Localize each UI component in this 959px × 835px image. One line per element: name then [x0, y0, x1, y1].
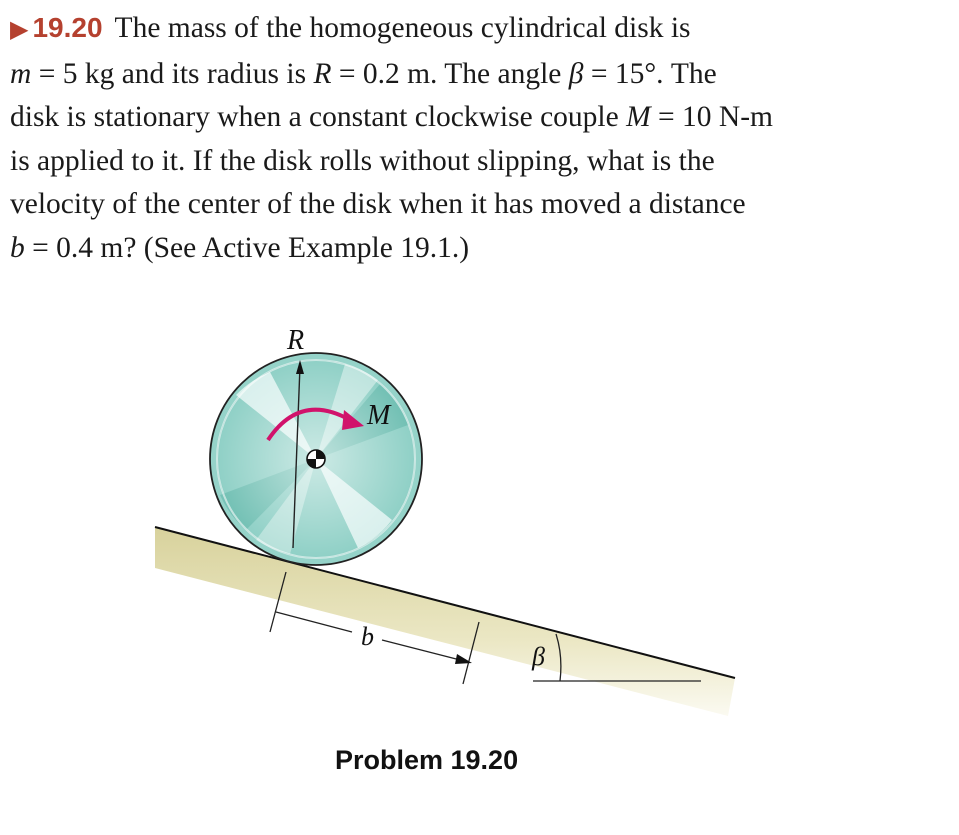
problem-text-line-1: The mass of the homogeneous cylindrical disk is — [114, 12, 691, 44]
text-mass: = 5 kg and its radius is — [31, 57, 314, 90]
var-m: m — [10, 57, 32, 90]
var-beta: β — [568, 57, 584, 90]
var-R: R — [313, 57, 332, 90]
var-b: b — [10, 231, 25, 264]
text-couple: disk is stationary when a constant clockwise couple — [10, 101, 627, 133]
incline-surface — [155, 527, 735, 716]
problem-number: 19.20 — [32, 12, 103, 43]
incline-edge — [155, 527, 735, 678]
figure-caption: Problem 19.20 — [335, 745, 519, 775]
center-of-mass-icon — [307, 450, 325, 468]
var-M: M — [626, 101, 651, 133]
label-b: b — [361, 622, 374, 651]
text-radius: = 0.2 m. The angle — [331, 57, 569, 90]
label-R: R — [287, 325, 305, 356]
problem-line-4: is applied to it. If the disk rolls without slipping, what is the — [10, 144, 715, 177]
label-beta: β — [532, 642, 545, 671]
text-angle: = 15°. The — [583, 57, 717, 90]
label-M: M — [367, 400, 391, 431]
triangle-bullet-icon: ▶ — [10, 17, 29, 43]
text-couple-value: = 10 N-m — [650, 101, 773, 133]
text-distance: = 0.4 m? (See Active Example 19.1.) — [24, 231, 470, 264]
problem-line-5: velocity of the center of the disk when it has moved a distance — [10, 188, 746, 220]
